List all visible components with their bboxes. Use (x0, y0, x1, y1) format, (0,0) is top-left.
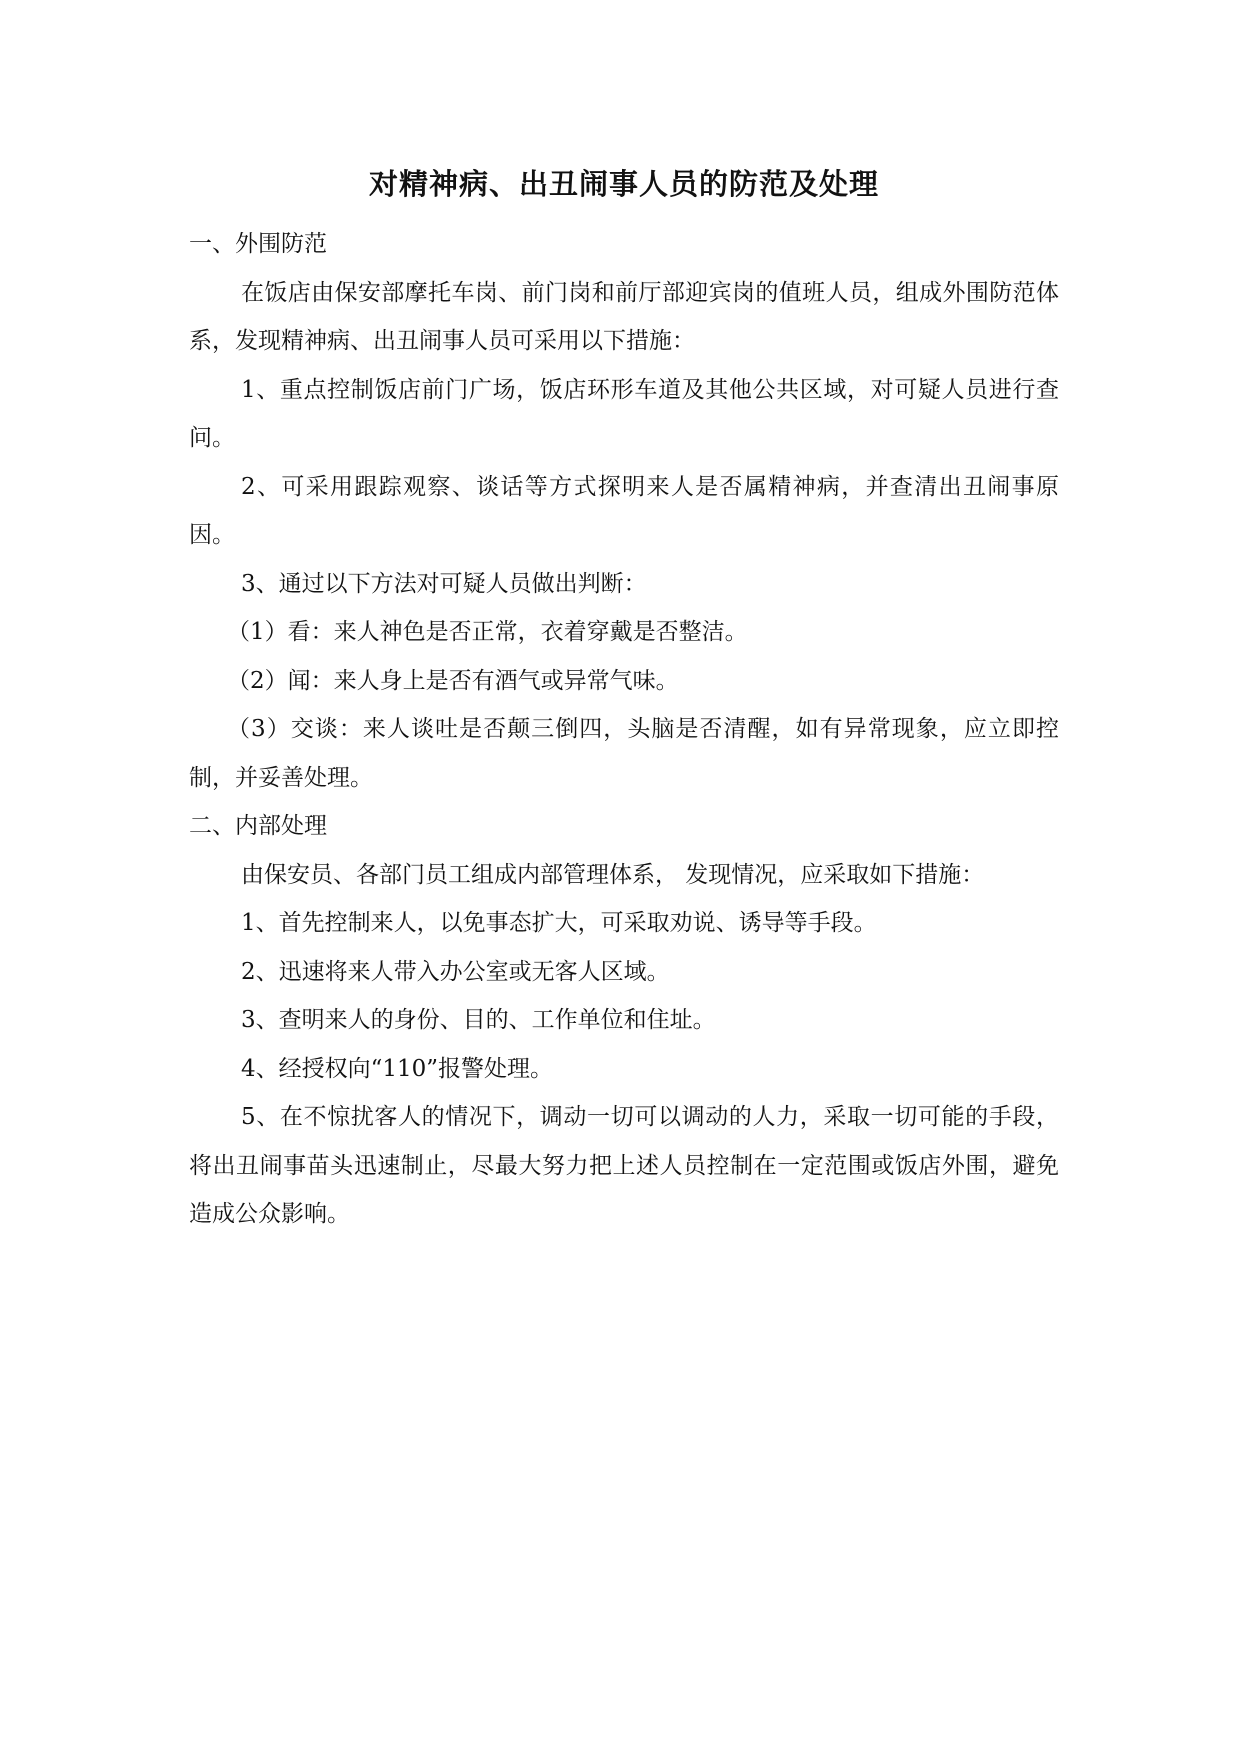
section-heading-2: 二、内部处理 (189, 813, 327, 839)
section1-item-2: 2、可采用跟踪观察、谈话等方式探明来人是否属精神病，并查清出丑闹事原因。 (189, 473, 1059, 548)
section1-subitem-1: （1）看：来人神色是否正常，衣着穿戴是否整洁。 (227, 619, 748, 645)
section2-item-2: 2、迅速将来人带入办公室或无客人区域。 (241, 958, 670, 985)
section2-item-4: 4、经授权向“110”报警处理。 (241, 1055, 554, 1082)
document-body (189, 158, 1059, 1239)
document-title: 对精神病、出丑闹事人员的防范及处理 (368, 167, 879, 201)
section2-item-5: 5、在不惊扰客人的情况下，调动一切可以调动的人力，采取一切可能的手段，将出丑闹事苗头迅速制止，尽最大努力把上述人员控制在一定范围或饭店外围，避免造成公众影响。 (189, 1104, 1059, 1227)
section1-intro: 在饭店由保安部摩托车岗、前门岗和前厅部迎宾岗的值班人员，组成外围防范体系，发现精神病、出丑闹事人员可采用以下措施： (189, 279, 1059, 354)
section1-item-1: 1、重点控制饭店前门广场，饭店环形车道及其他公共区域，对可疑人员进行查问。 (189, 376, 1059, 451)
section1-subitem-3: （3）交谈：来人谈吐是否颠三倒四，头脑是否清醒，如有异常现象，应立即控制，并妥善处理。 (189, 716, 1059, 791)
section2-intro: 由保安员、各部门员工组成内部管理体系， 发现情况，应采取如下措施： (241, 861, 985, 888)
section1-subitem-2: （2）闻：来人身上是否有酒气或异常气味。 (227, 667, 679, 694)
section2-item-1: 1、首先控制来人，以免事态扩大，可采取劝说、诱导等手段。 (241, 910, 877, 936)
section-heading-1: 一、外围防范 (189, 231, 327, 257)
section1-item-3: 3、通过以下方法对可疑人员做出判断： (241, 570, 647, 597)
section2-item-3: 3、查明来人的身份、目的、工作单位和住址。 (241, 1007, 716, 1033)
